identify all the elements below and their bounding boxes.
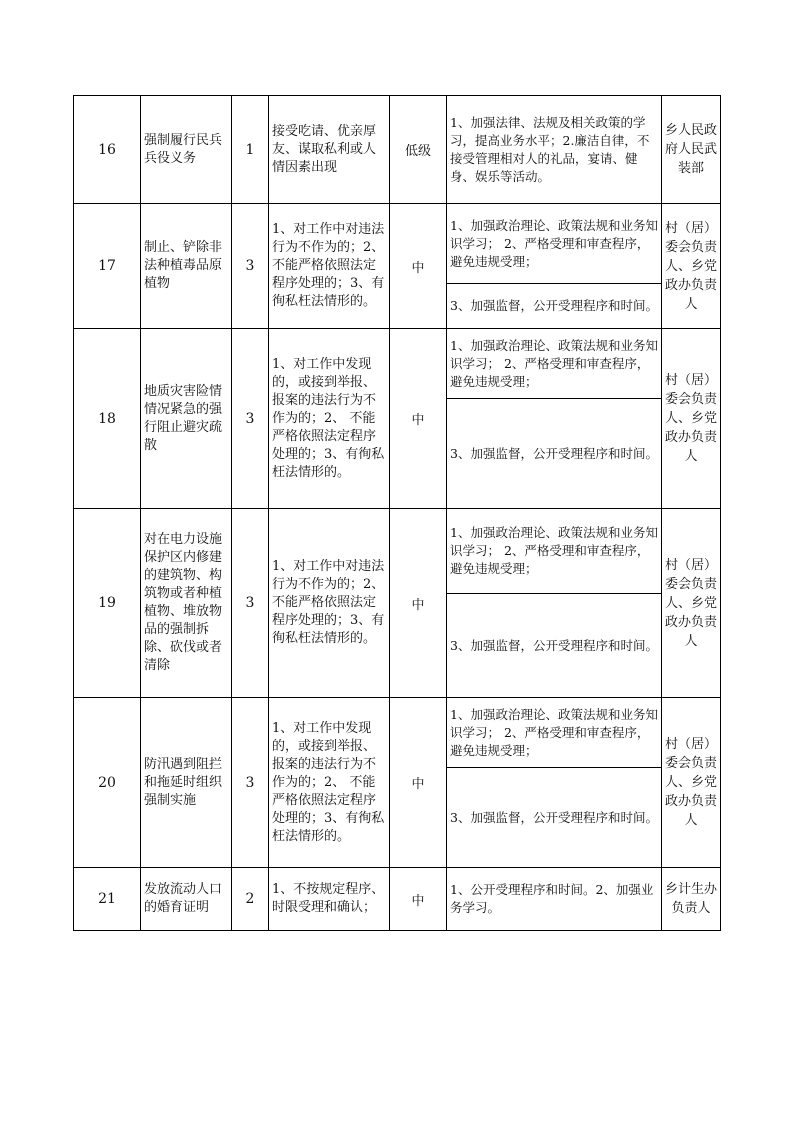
prevention-measures-a: 1、加强政治理论、政策法规和业务知识学习； 2、严格受理和审查程序，避免违规受理；	[447, 329, 662, 399]
prevention-measures: 1、公开受理程序和时间。2、加强业务学习。	[447, 868, 662, 931]
table-row	[74, 329, 721, 399]
prevention-measures-b: 3、加强监督，公开受理程序和时间。	[447, 399, 662, 509]
weight-value: 3	[232, 204, 269, 329]
table-row	[74, 96, 721, 204]
table-row	[74, 204, 721, 284]
risk-level: 中	[390, 329, 447, 509]
prevention-measures-a: 1、加强政治理论、政策法规和业务知识学习； 2、严格受理和审查程序，避免违规受理；	[447, 509, 662, 594]
responsible-unit: 村（居）委会负责人、乡党政办负责人	[662, 509, 721, 698]
row-number: 19	[74, 509, 141, 698]
risk-level: 中	[390, 698, 447, 868]
risk-point: 1、对工作中发现的，或接到举报、报案的违法行为不作为的；2、 不能严格依照法定程序处理的；3、有徇私枉法情形的。	[269, 698, 390, 868]
row-number: 20	[74, 698, 141, 868]
risk-level: 中	[390, 868, 447, 931]
risk-point: 1、对工作中发现的，或接到举报、报案的违法行为不作为的；2、 不能严格依照法定程序处理的；3、有徇私枉法情形的。	[269, 329, 390, 509]
risk-level: 中	[390, 204, 447, 329]
prevention-measures-a: 1、加强政治理论、政策法规和业务知识学习； 2、严格受理和审查程序，避免违规受理；	[447, 698, 662, 768]
responsible-unit: 乡计生办负责人	[662, 868, 721, 931]
prevention-measures-b: 3、加强监督，公开受理程序和时间。	[447, 768, 662, 868]
power-name: 对在电力设施保护区内修建的建筑物、构筑物或者种植植物、堆放物品的强制拆除、砍伐或者清除	[141, 509, 232, 698]
row-number: 18	[74, 329, 141, 509]
responsible-unit: 村（居）委会负责人、乡党政办负责人	[662, 204, 721, 329]
responsible-unit: 村（居）委会负责人、乡党政办负责人	[662, 329, 721, 509]
weight-value: 3	[232, 329, 269, 509]
row-number: 21	[74, 868, 141, 931]
power-name: 防汛遇到阻拦和拖延时组织强制实施	[141, 698, 232, 868]
responsible-unit: 乡人民政府人民武装部	[662, 96, 721, 204]
risk-point: 1、对工作中对违法行为不作为的；2、 不能严格依照法定程序处理的；3、有徇私枉法情形的。	[269, 509, 390, 698]
prevention-measures-b: 3、加强监督，公开受理程序和时间。	[447, 594, 662, 698]
table-row	[74, 509, 721, 594]
table-row	[74, 698, 721, 768]
risk-point: 接受吃请、优亲厚友、谋取私利或人情因素出现	[269, 96, 390, 204]
risk-point: 1、不按规定程序、时限受理和确认；	[269, 868, 390, 931]
row-number: 17	[74, 204, 141, 329]
row-number: 16	[74, 96, 141, 204]
power-name: 强制履行民兵兵役义务	[141, 96, 232, 204]
prevention-measures-b: 3、加强监督，公开受理程序和时间。	[447, 284, 662, 329]
weight-value: 1	[232, 96, 269, 204]
power-name: 地质灾害险情情况紧急的强行阻止避灾疏散	[141, 329, 232, 509]
power-name: 制止、铲除非法种植毒品原植物	[141, 204, 232, 329]
responsible-unit: 村（居）委会负责人、乡党政办负责人	[662, 698, 721, 868]
prevention-measures-a: 1、加强政治理论、政策法规和业务知识学习； 2、严格受理和审查程序，避免违规受理；	[447, 204, 662, 284]
prevention-measures: 1、加强法律、法规及相关政策的学习，提高业务水平；2.廉洁自律，不接受管理相对人的礼品，宴请、健身、娱乐等活动。	[447, 96, 662, 204]
risk-point: 1、对工作中对违法行为不作为的；2、 不能严格依照法定程序处理的；3、有徇私枉法情形的。	[269, 204, 390, 329]
weight-value: 3	[232, 509, 269, 698]
risk-level: 低级	[390, 96, 447, 204]
weight-value: 2	[232, 868, 269, 931]
power-name: 发放流动人口的婚育证明	[141, 868, 232, 931]
weight-value: 3	[232, 698, 269, 868]
table-row	[74, 868, 721, 931]
risk-table	[73, 95, 721, 931]
risk-level: 中	[390, 509, 447, 698]
